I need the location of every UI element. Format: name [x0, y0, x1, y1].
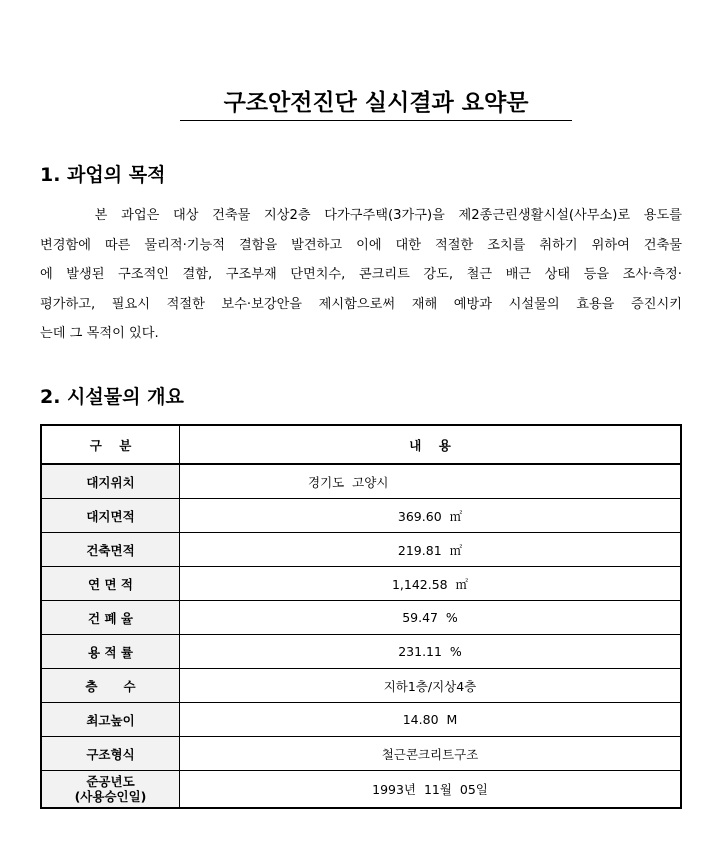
row-value: 231.11 % — [180, 635, 682, 669]
facility-overview-table — [40, 424, 682, 809]
row-label: 건 폐 율 — [41, 601, 180, 635]
row-label-line1: 준공년도 — [86, 774, 135, 789]
row-label: 대지면적 — [41, 499, 180, 533]
row-label: 용 적 률 — [41, 635, 180, 669]
table-row — [41, 737, 681, 771]
table-row — [41, 464, 681, 499]
row-label: 대지위치 — [41, 464, 180, 499]
table-row — [41, 567, 681, 601]
document-title: 구조안전진단 실시결과 요약문 — [180, 86, 572, 121]
header-content: 내 용 — [180, 425, 682, 464]
table-row — [41, 635, 681, 669]
row-value: 369.60 ㎡ — [180, 499, 682, 533]
table-row — [41, 601, 681, 635]
paragraph-line: 에 발생된 구조적인 결함, 구조부재 단면치수, 콘크리트 강도, 철근 배근 상태 등을 조사·측정· — [40, 267, 682, 283]
table-row — [41, 533, 681, 567]
row-label: 연 면 적 — [41, 567, 180, 601]
row-label — [41, 771, 180, 809]
row-value: 219.81 ㎡ — [180, 533, 682, 567]
row-label: 층 수 — [41, 669, 180, 703]
row-label-line2: (사용승인일) — [74, 789, 147, 804]
paragraph-line: 평가하고, 필요시 적절한 보수·보강안을 제시함으로써 재해 예방과 시설물의 효용을 증진시키 — [40, 296, 682, 312]
row-value: 철근콘크리트구조 — [180, 737, 682, 771]
paragraph-line: 변경함에 따른 물리적·기능적 결함을 발견하고 이에 대한 적절한 조치를 취하기 위하여 건축물 — [40, 237, 682, 253]
row-label: 건축면적 — [41, 533, 180, 567]
row-value: 경기도 고양시 — [180, 464, 682, 499]
row-value: 1993년 11월 05일 — [180, 771, 682, 809]
header-category: 구 분 — [41, 425, 180, 464]
row-label: 최고높이 — [41, 703, 180, 737]
table-header-row — [41, 425, 681, 464]
row-value: 지하1층/지상4층 — [180, 669, 682, 703]
paragraph-line: 는데 그 목적이 있다. — [40, 326, 159, 342]
row-value: 59.47 % — [180, 601, 682, 635]
section2-heading: 2. 시설물의 개요 — [40, 386, 184, 408]
row-label: 구조형식 — [41, 737, 180, 771]
paragraph-line: 본 과업은 대상 건축물 지상2층 다가구주택(3가구)을 제2종근린생활시설(사무소)로 용도를 — [40, 208, 682, 223]
table-row — [41, 669, 681, 703]
row-value: 1,142.58 ㎡ — [180, 567, 682, 601]
table-row — [41, 703, 681, 737]
table-row — [41, 771, 681, 809]
purpose-paragraph — [40, 201, 682, 349]
section1-heading: 1. 과업의 목적 — [40, 164, 166, 186]
table-row — [41, 499, 681, 533]
row-value: 14.80 M — [180, 703, 682, 737]
